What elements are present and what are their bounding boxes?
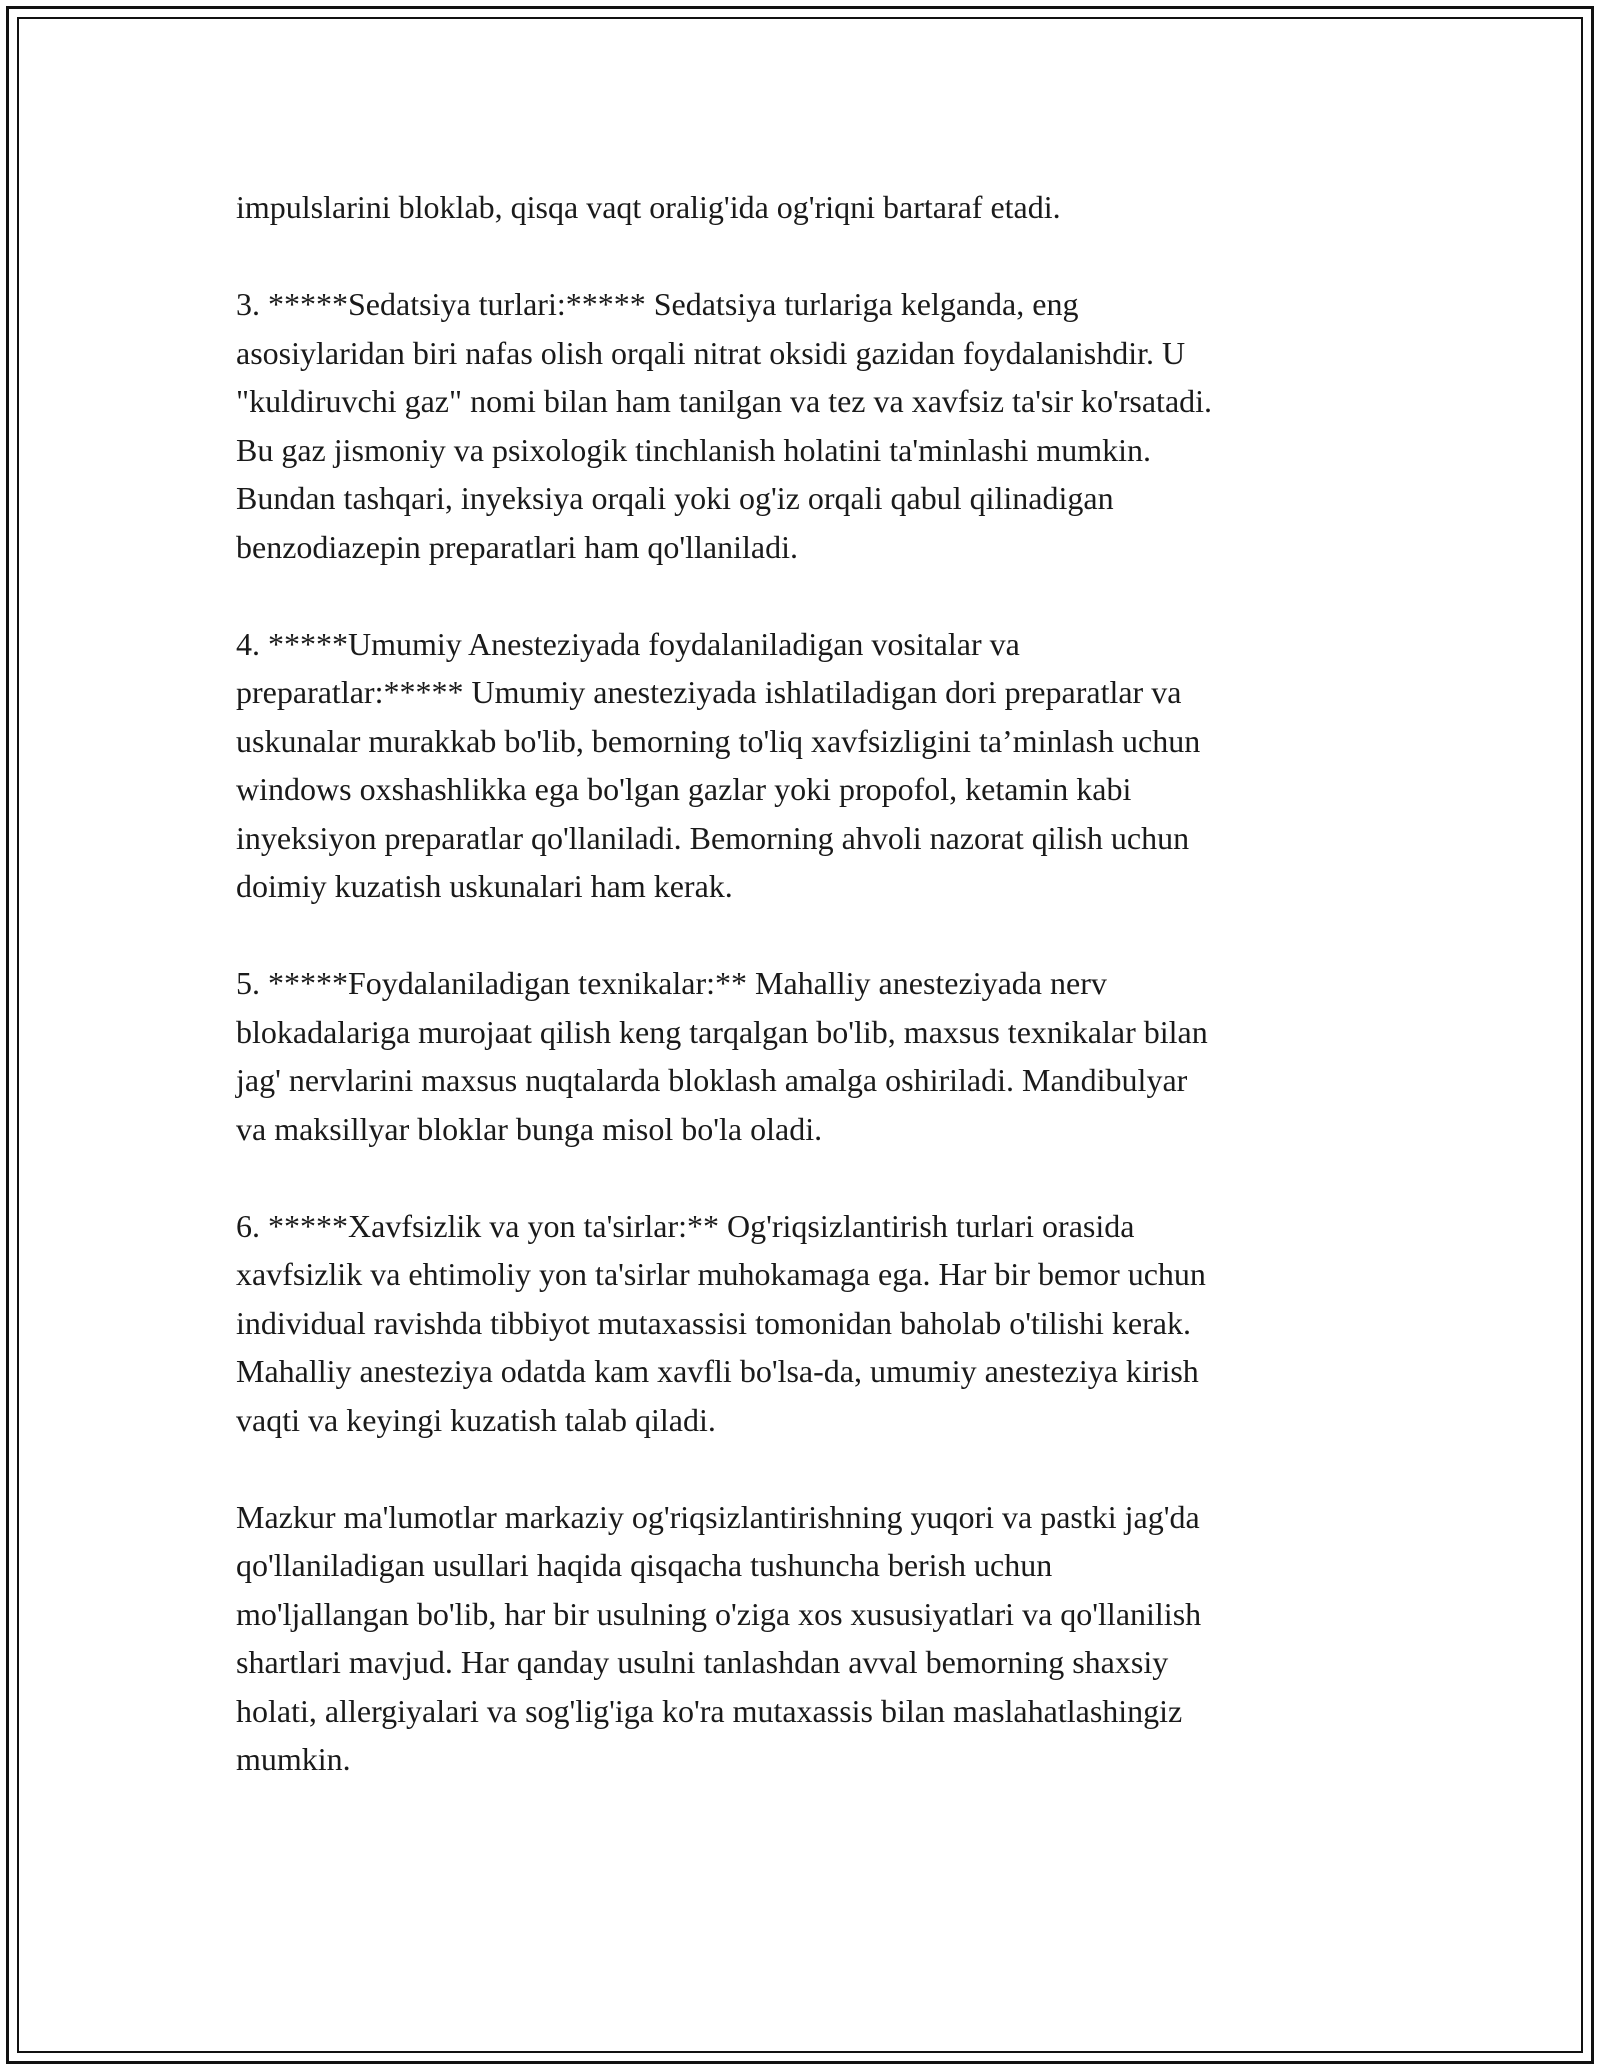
paragraph-conclusion: Mazkur ma'lumotlar markaziy og'riqsizlantirishning yuqori va pastki jag'da qo'llaniladigan usullari haqida qisqacha tushuncha berish uchun mo'ljallangan bo'lib, har bir usulning o'ziga xos xususiyatlari va qo'llanilish shartlari mavjud. Har qanday usulni tanlashdan avval bemorning shaxsiy holati, allergiyalari va sog'lig'iga ko'ra mutaxassis bilan maslahatlashingiz mumkin. xyxy=(236,1498,1202,1777)
paragraph-general-anesthesia-tools: 4. *****Umumiy Anesteziyada foydalaniladigan vositalar va preparatlar:***** Umumiy anesteziyada ishlatiladigan dori preparatlar va uskunalar murakkab bo'lib, bemorning to'liq xavfsizligini ta’minlash uchun windows oxshashlikka ega bo'lgan gazlar yoki propofol, ketamin kabi inyeksiyon preparatlar qo'llaniladi. Bemorning ahvoli nazorat qilish uchun doimiy kuzatish uskunalari ham kerak. xyxy=(236,625,1201,904)
paragraph-sedation-types: 3. *****Sedatsiya turlari:***** Sedatsiya turlariga kelganda, eng asosiylaridan biri nafas olish orqali nitrat oksidi gazidan foydalanishdir. U "kuldiruvchi gaz" nomi bilan ham tanilgan va tez va xavfsiz ta'sir ko'rsatadi. Bu gaz jismoniy va psixologik tinchlanish holatini ta'minlashi mumkin. Bundan tashqari, inyeksiya orqali yoki og'iz orqali qabul qilinadigan benzodiazepin preparatlari ham qo'llaniladi. xyxy=(236,286,1213,565)
document-body xyxy=(236,183,1366,1832)
paragraph-continuation: impulslarini bloklab, qisqa vaqt oralig'ida og'riqni bartaraf etadi. xyxy=(236,189,1061,225)
paragraph-safety-side-effects: 6. *****Xavfsizlik va yon ta'sirlar:** Og'riqsizlantirish turlari orasida xavfsizlik va ehtimoliy yon ta'sirlar muhokamaga ega. Har bir bemor uchun individual ravishda tibbiyot mutaxassisi tomonidan baholab o'tilishi kerak. Mahalliy anesteziya odatda kam xavfli bo'lsa-da, umumiy anesteziya kirish vaqti va keyingi kuzatish talab qiladi. xyxy=(236,1207,1206,1438)
paragraph-techniques: 5. *****Foydalaniladigan texnikalar:** Mahalliy anesteziyada nerv blokadalariga murojaat qilish keng tarqalgan bo'lib, maxsus texnikalar bilan jag' nervlarini maxsus nuqtalarda bloklash amalga oshiriladi. Mandibulyar va maksillyar bloklar bunga misol bo'la oladi. xyxy=(236,965,1208,1147)
